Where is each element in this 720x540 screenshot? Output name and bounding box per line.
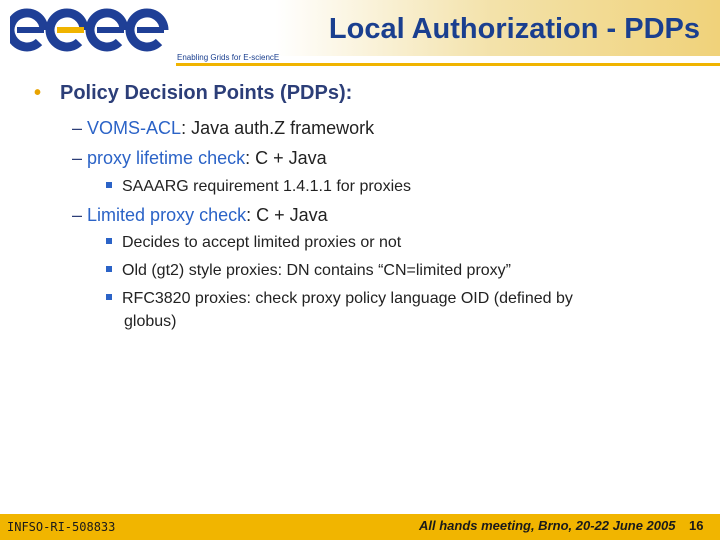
sub-item-text: Old (gt2) style proxies: DN contains “CN=limited proxy” [122,262,512,279]
item-label: VOMS-ACL [87,118,182,138]
item-label: proxy lifetime check [87,148,246,168]
sub-item-text: Decides to accept limited proxies or not [122,234,402,251]
sub-item-text: RFC3820 proxies: check proxy policy language OID (defined by [122,290,573,307]
square-bullet-icon [106,238,112,244]
bullet-dot-icon: • [34,82,42,104]
event-name: All hands meeting, Brno, 20-22 June 2005 [419,518,676,533]
item-text: : Java auth.Z framework [181,118,375,138]
slide-footer [0,514,720,540]
heading-text: Policy Decision Points (PDPs): [60,82,353,104]
square-bullet-icon [106,294,112,300]
item-text: : C + Java [245,148,327,168]
heading-bullet [34,82,353,105]
list-item [72,205,328,226]
item-text: : C + Java [246,205,328,225]
dash-icon: – [72,205,83,225]
tagline: Enabling Grids for E-sciencE [177,53,280,62]
sub-item-text: SAAARG requirement 1.4.1.1 for proxies [122,178,412,195]
square-bullet-icon [106,266,112,272]
project-id: INFSO-RI-508833 [7,520,116,534]
sub-list-item [106,290,573,308]
page-number: 16 [689,518,704,533]
sub-list-item [106,178,411,196]
sub-list-item [106,234,401,252]
slide-title: Local Authorization - PDPs [328,13,700,45]
list-item [72,148,327,169]
list-item [72,118,374,139]
item-label: Limited proxy check [87,205,247,225]
sub-item-continuation: globus) [124,313,177,330]
dash-icon: – [72,118,83,138]
square-bullet-icon [106,182,112,188]
sub-list-item [106,262,511,280]
dash-icon: – [72,148,83,168]
